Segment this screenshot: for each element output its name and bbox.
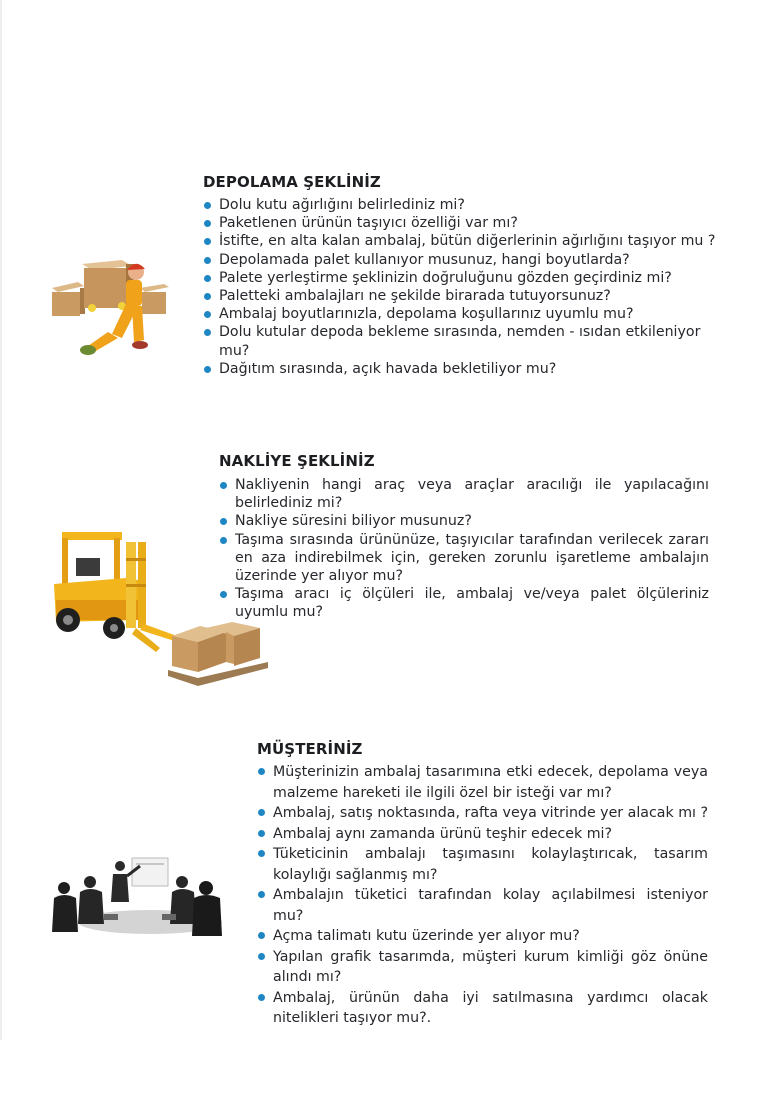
page-edge bbox=[0, 0, 2, 1040]
list-item: Paketlenen ürünün taşıyıcı özelliği var mı? bbox=[203, 214, 723, 232]
list-item: Paletteki ambalajları ne şekilde birarada tutuyorsunuz? bbox=[203, 287, 723, 305]
list-item: Taşıma aracı iç ölçüleri ile, ambalaj ve/veya palet ölçüleriniz uyumlu mu? bbox=[219, 585, 709, 621]
worker-carrying-box-icon bbox=[48, 252, 173, 364]
section-nakliye bbox=[219, 452, 709, 622]
list-item: Depolamada palet kullanıyor musunuz, hangi boyutlarda? bbox=[203, 251, 723, 269]
list-item: Dolu kutular depoda bekleme sırasında, nemden - ısıdan etkileniyor mu? bbox=[203, 323, 723, 359]
question-list bbox=[219, 476, 709, 622]
meeting-silhouettes-icon bbox=[50, 852, 226, 942]
list-item: Tüketicinin ambalajı taşımasını kolaylaştırıcak, tasarım kolaylığı sağlanmış mı? bbox=[257, 844, 708, 885]
list-item: Ambalaj, satış noktasında, rafta veya vitrinde yer alacak mı ? bbox=[257, 803, 708, 824]
list-item: Nakliyenin hangi araç veya araçlar aracılığı ile yapılacağını belirlediniz mi? bbox=[219, 476, 709, 512]
list-item: Dolu kutu ağırlığını belirlediniz mi? bbox=[203, 196, 723, 214]
list-item: Taşıma sırasında ürününüze, taşıyıcılar tarafından verilecek zararı en aza indirebilmek için, gereken zorunlu işaretleme ambalajın üzerinde yer alıyor mu? bbox=[219, 531, 709, 586]
list-item: Yapılan grafik tasarımda, müşteri kurum kimliği göz önüne alındı mı? bbox=[257, 947, 708, 988]
list-item: İstifte, en alta kalan ambalaj, bütün diğerlerinin ağırlığını taşıyor mu ? bbox=[203, 232, 723, 250]
list-item: Dağıtım sırasında, açık havada bekletiliyor mu? bbox=[203, 360, 723, 378]
list-item: Açma talimatı kutu üzerinde yer alıyor mu? bbox=[257, 926, 708, 947]
section-title: MÜŞTERİNİZ bbox=[257, 740, 363, 758]
list-item: Palete yerleştirme şeklinizin doğruluğunu gözden geçirdiniz mi? bbox=[203, 269, 723, 287]
list-item: Ambalaj aynı zamanda ürünü teşhir edecek mi? bbox=[257, 824, 708, 845]
list-item: Nakliye süresini biliyor musunuz? bbox=[219, 512, 709, 530]
section-depolama bbox=[203, 173, 723, 378]
question-list bbox=[203, 196, 723, 378]
list-item: Müşterinizin ambalaj tasarımına etki edecek, depolama veya malzeme hareketi ile ilgili özel bir isteği var mı? bbox=[257, 762, 708, 803]
section-title: DEPOLAMA ŞEKLİNİZ bbox=[203, 173, 381, 191]
question-list bbox=[257, 762, 708, 1029]
list-item: Ambalaj, ürünün daha iyi satılmasına yardımcı olacak nitelikleri taşıyor mu?. bbox=[257, 988, 708, 1029]
section-title: NAKLİYE ŞEKLİNİZ bbox=[219, 452, 375, 470]
list-item: Ambalaj boyutlarınızla, depolama koşullarınız uyumlu mu? bbox=[203, 305, 723, 323]
section-musteriniz bbox=[257, 740, 708, 1029]
list-item: Ambalajın tüketici tarafından kolay açılabilmesi isteniyor mu? bbox=[257, 885, 708, 926]
